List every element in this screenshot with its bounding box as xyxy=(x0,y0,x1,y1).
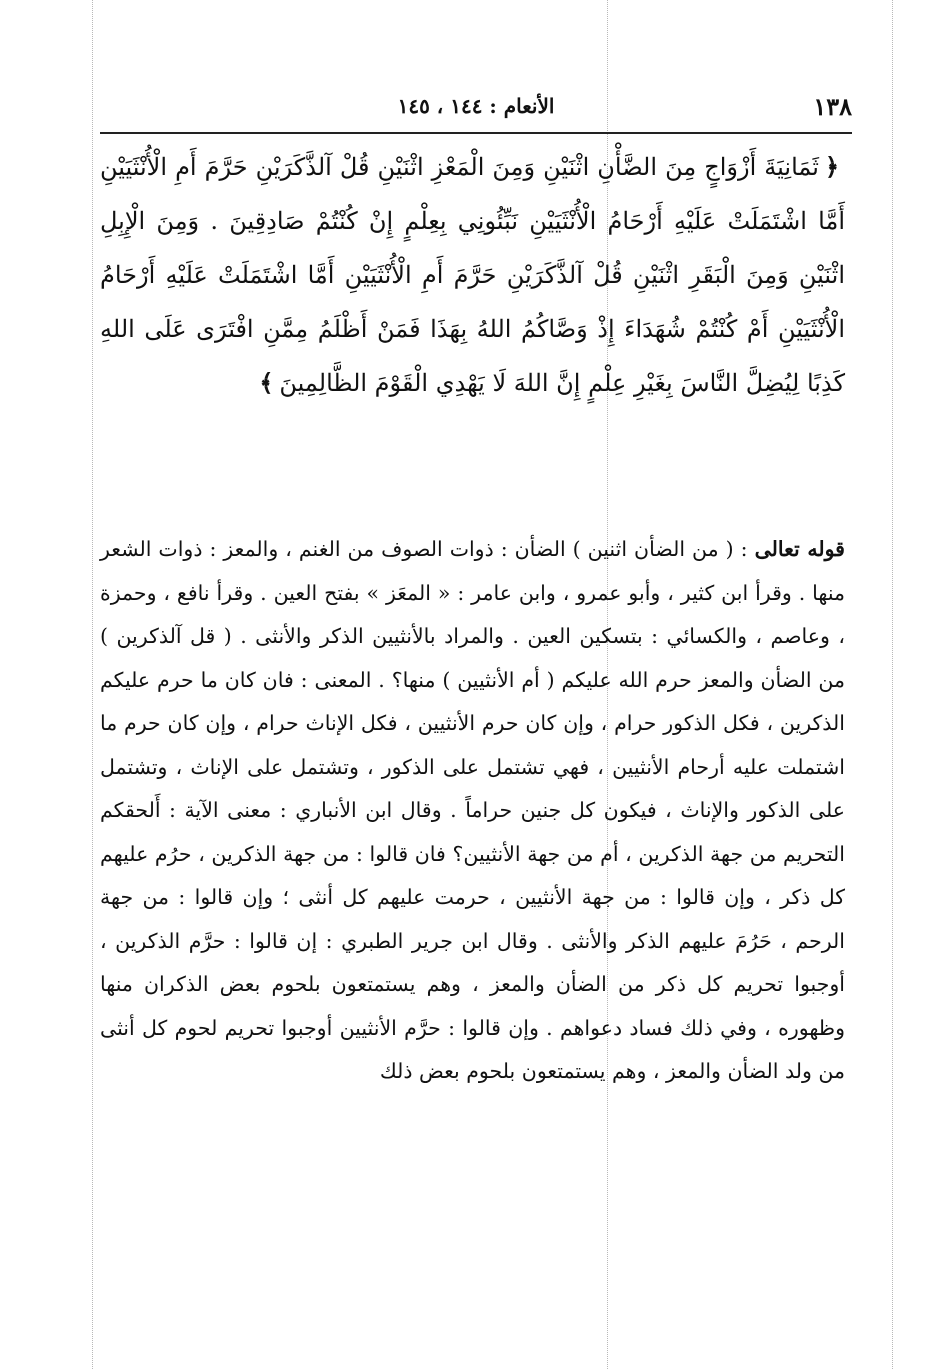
commentary-block xyxy=(100,528,845,1094)
running-head: الأنعام : ١٤٤ ، ١٤٥ xyxy=(397,94,555,118)
page-header xyxy=(100,92,852,128)
commentary-text: : ( من الضأن اثنين ) الضأن : ذوات الصوف من الغنم ، والمعز : ذوات الشعر منها . وقرأ ابن كثير ، وأبو عمرو ، وابن عامر : « المعَز » بفتح العين . وقرأ نافع ، وحمزة ، وعاصم ، والكسائي : بتسكين العين . والمراد بالأنثيين الذكر والأنثى . ( قل آلذكرين ) من الضأن والمعز حرم الله عليكم ( أم الأنثيين ) منها؟ . المعنى : فان كان ما حرم عليكم الذكرين ، فكل الذكور حرام ، وإن كان حرم الأنثيين ، فكل الإناث حرام ، وإن كان حرم ما اشتملت عليه أرحام الأنثيين ، فهي تشتمل على الذكور ، وتشتمل على الإناث ، وتشتمل على الذكور والإناث ، فيكون كل جنين حراماً . وقال ابن الأنباري : معنى الآية : أَلحقكم التحريم من جهة الذكرين ، أم من جهة الأنثيين؟ فان قالوا : من جهة الذكرين ، حرُم عليهم كل ذكر ، وإن قالوا : من جهة الأنثيين ، حرمت عليهم كل أنثى ؛ وإن قالوا : من جهة الرحم ، حَرُمَ عليهم الذكر والأنثى . وقال ابن جرير الطبري : إن قالوا : حرَّم الذكرين ، أوجبوا تحريم كل ذكر من الضأن والمعز ، وهم يستمتعون بلحوم بعض الذكران منها وظهوره ، وفي ذلك فساد دعواهم . وإن قالوا : حرَّم الأنثيين أوجبوا تحريم لحوم كل أنثى من ولد الضأن والمعز ، وهم يستمتعون بلحوم بعض ذلك xyxy=(100,537,845,1083)
commentary-lead: قوله تعالى xyxy=(754,537,845,561)
page-number: ١٣٨ xyxy=(813,92,852,121)
scan-artifact-line xyxy=(892,0,893,1369)
quran-verse-block xyxy=(100,140,845,410)
verse-text: ثَمَانِيَةَ أَزْوَاجٍ مِنَ الضَّأْنِ اثْنَيْنِ وَمِنَ الْمَعْزِ اثْنَيْنِ قُلْ آلذَّكَرَيْنِ حَرَّمَ أَمِ الْأُنْثَيَيْنِ أَمَّا اشْتَمَلَتْ عَلَيْهِ أَرْحَامُ الْأُنْثَيَيْنِ نَبِّئُونِي بِعِلْمٍ إِنْ كُنْتُمْ صَادِقِينَ . وَمِنَ الْإِبِلِ اثْنَيْنِ وَمِنَ الْبَقَرِ اثْنَيْنِ قُلْ آلذَّكَرَيْنِ حَرَّمَ أَمِ الْأُنْثَيَيْنِ أَمَّا اشْتَمَلَتْ عَلَيْهِ أَرْحَامُ الْأُنْثَيَيْنِ أَمْ كُنْتُمْ شُهَدَاءَ إِذْ وَصَّاكُمُ اللهُ بِهَذَا فَمَنْ أَظْلَمُ مِمَّنِ افْتَرَى عَلَى اللهِ كَذِبًا لِيُضِلَّ النَّاسَ بِغَيْرِ عِلْمٍ إِنَّ اللهَ لَا يَهْدِي الْقَوْمَ الظَّالِمِينَ xyxy=(100,153,846,397)
header-rule xyxy=(100,132,852,134)
verse-open-mark: ﴿ xyxy=(824,152,839,181)
verse-close-mark: ﴾ xyxy=(259,368,274,397)
scan-artifact-line xyxy=(92,0,93,1369)
